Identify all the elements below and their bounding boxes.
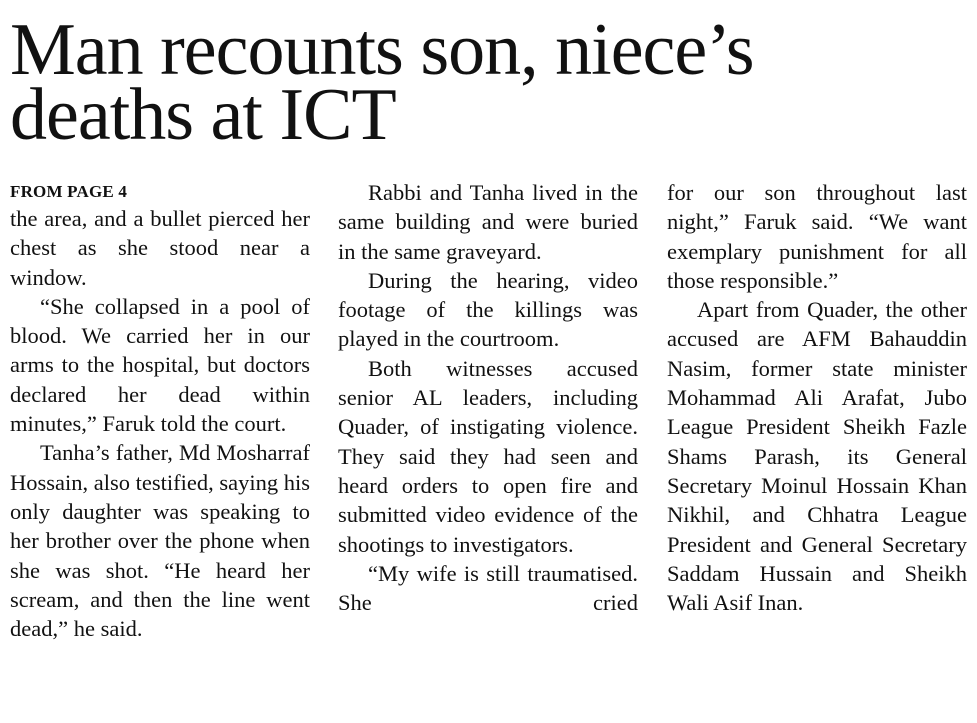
article-column-3 (667, 178, 967, 617)
paragraph: Both witnesses accused senior AL leaders, including Quader, of instigating violence. They said they had seen and heard orders to open fire and submitted video evidence of the shootings to investigators. (338, 355, 638, 557)
paragraph: Tanha’s father, Md Mosharraf Hossain, also testified, saying his only daughter was speaking to her brother over the phone when she was shot. “He heard her scream, and then the line went dead,” he said. (10, 440, 310, 642)
paragraph: Apart from Quader, the other accused are AFM Bahauddin Nasim, former state minister Mohammad Ali Arafat, Jubo League President Sheikh Fazle Shams Parash, its General Secretary Moinul Hossain Khan Nikhil, and Chhatra League President and General Secretary Saddam Hussain and Sheikh Wali Asif Inan. (667, 297, 967, 616)
paragraph: “My wife is still traumatised. She cried (338, 560, 638, 616)
article-column-2 (338, 178, 638, 617)
headline (10, 9, 970, 156)
paragraph: Rabbi and Tanha lived in the same building and were buried in the same graveyard. (338, 180, 638, 264)
paragraph: for our son throughout last night,” Faruk said. “We want exemplary punishment for all those responsible.” (667, 180, 967, 293)
article-column-1 (10, 180, 310, 643)
headline-line-1: Man recounts son, niece’s (10, 9, 754, 91)
headline-line-2: deaths at ICT (10, 74, 396, 156)
paragraph: “She collapsed in a pool of blood. We carried her in our arms to the hospital, but doctors declared her dead within minutes,” Faruk told the court. (10, 293, 310, 437)
paragraph: the area, and a bullet pierced her chest as she stood near a window. (10, 206, 310, 290)
paragraph: During the hearing, video footage of the killings was played in the courtroom. (338, 267, 638, 352)
jump-kicker: FROM PAGE 4 (10, 182, 128, 201)
